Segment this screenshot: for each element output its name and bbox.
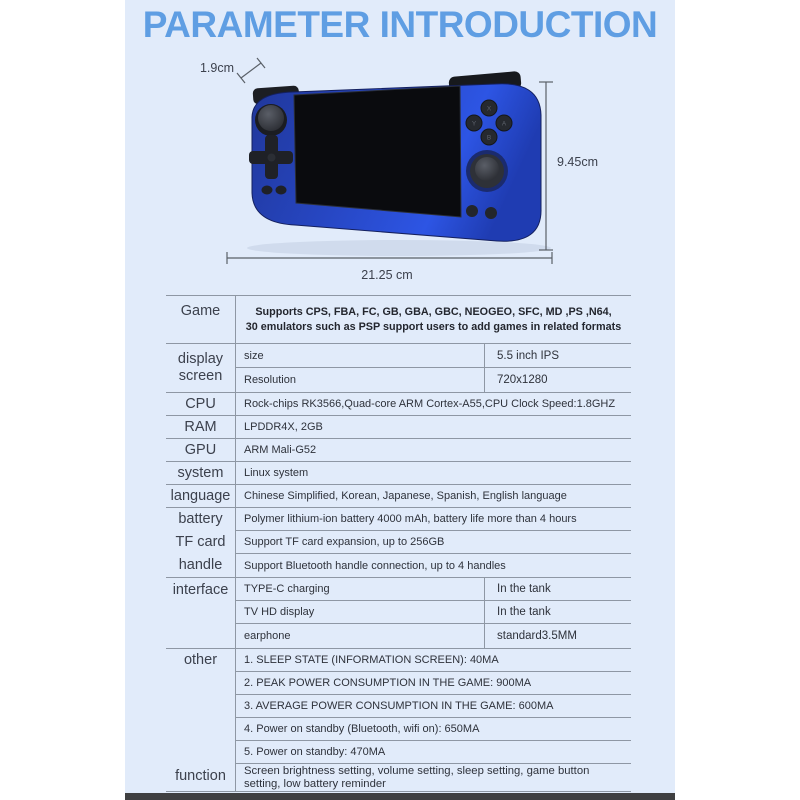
- page-title: PARAMETER INTRODUCTION: [142, 4, 658, 45]
- console-device: [247, 71, 551, 256]
- battery-row: [236, 508, 631, 531]
- spec-row-interface: [166, 578, 631, 649]
- spec-row-system: [166, 462, 631, 485]
- handle-value: Support Bluetooth handle connection, up to 4 handles: [244, 559, 506, 572]
- y-button-glyph: Y: [471, 120, 477, 128]
- gpu-label: GPU: [166, 439, 236, 461]
- ram-label: RAM: [166, 416, 236, 438]
- display-size-name: size: [244, 349, 264, 362]
- tf-card-label: TF card: [175, 534, 226, 550]
- gpu-value: ARM Mali-G52: [244, 444, 317, 456]
- function-value: Screen brightness setting, volume setting, sleep setting, game button setting, low battery reminder: [244, 765, 590, 790]
- console-figure: [125, 55, 675, 290]
- ram-value: LPDDR4X, 2GB: [244, 421, 323, 433]
- start-button: [276, 186, 287, 195]
- battery-label: battery: [178, 511, 223, 527]
- display-screen-label: display screen: [166, 344, 236, 392]
- other-item-5: 5. Power on standby: 470MA: [244, 746, 386, 758]
- bottom-strip: [125, 793, 675, 800]
- other-item-row: [236, 672, 631, 695]
- b-button-glyph: B: [486, 134, 492, 142]
- tf-card-value: Support TF card expansion, up to 256GB: [244, 536, 445, 548]
- spec-row-other-function: [166, 649, 631, 792]
- typec-row: [236, 578, 631, 601]
- menu-button: [485, 207, 497, 219]
- x-button-glyph: X: [486, 105, 492, 113]
- console-screen: [294, 86, 461, 217]
- tv-hd-name: TV HD display: [244, 606, 315, 618]
- spec-row-display-screen: [166, 344, 631, 393]
- game-value-line2: 30 emulators such as PSP support users to add games in related formats: [245, 320, 622, 333]
- width-dimension-label: 21.25 cm: [361, 268, 413, 282]
- other-label: other: [183, 652, 218, 668]
- cpu-label: CPU: [166, 393, 236, 415]
- other-item-row: [236, 649, 631, 672]
- home-button: [466, 205, 478, 217]
- function-label: function: [175, 768, 226, 784]
- console-shadow: [247, 240, 551, 256]
- display-resolution-name: Resolution: [244, 374, 296, 386]
- spec-row-battery-tfcard-handle: [166, 508, 631, 578]
- cpu-value: Rock-chips RK3566,Quad-core ARM Cortex-A55,CPU Clock Speed:1.8GHZ: [244, 398, 616, 410]
- spec-row-cpu: [166, 393, 631, 416]
- other-item-row: [236, 718, 631, 741]
- display-size-row: [236, 344, 631, 368]
- typec-name: TYPE-C charging: [244, 583, 330, 595]
- content-panel: [125, 0, 675, 800]
- console-illustration: [125, 55, 675, 290]
- earphone-value: standard3.5MM: [484, 624, 631, 648]
- other-item-2: 2. PEAK POWER CONSUMPTION IN THE GAME: 900MA: [244, 677, 532, 689]
- tv-hd-row: [236, 601, 631, 624]
- storage-labels: [166, 508, 236, 577]
- spec-row-game: [166, 296, 631, 344]
- left-joystick: [255, 104, 287, 136]
- game-label: Game: [166, 296, 236, 343]
- other-item-4: 4. Power on standby (Bluetooth, wifi on): 650MA: [244, 723, 480, 735]
- function-row: [236, 764, 631, 791]
- handle-label: handle: [178, 557, 223, 573]
- thickness-dimension-label: 1.9cm: [199, 61, 234, 75]
- earphone-name: earphone: [244, 630, 291, 642]
- spec-row-gpu: [166, 439, 631, 462]
- other-item-1: 1. SLEEP STATE (INFORMATION SCREEN): 40MA: [244, 654, 499, 666]
- typec-value: In the tank: [484, 578, 631, 600]
- interface-label: interface: [166, 578, 236, 648]
- game-value-line1: Supports CPS, FBA, FC, GB, GBA, GBC, NEOGEO, SFC, MD ,PS ,N64,: [255, 305, 612, 318]
- language-value: Chinese Simplified, Korean, Japanese, Spanish, English language: [244, 490, 567, 502]
- spec-table: [166, 295, 631, 792]
- thickness-dimension-line: [237, 58, 265, 83]
- display-resolution-value: 720x1280: [484, 368, 631, 392]
- system-label: system: [166, 462, 236, 484]
- right-joystick: [466, 150, 508, 192]
- tv-hd-value: In the tank: [484, 601, 631, 623]
- display-resolution-row: [236, 368, 631, 392]
- spec-row-ram: [166, 416, 631, 439]
- battery-value: Polymer lithium-ion battery 4000 mAh, battery life more than 4 hours: [244, 513, 577, 525]
- game-value: [236, 296, 631, 343]
- handle-row: [236, 554, 631, 577]
- spec-row-language: [166, 485, 631, 508]
- other-item-row: [236, 741, 631, 764]
- a-button-glyph: A: [501, 120, 507, 128]
- system-value: Linux system: [244, 467, 309, 479]
- other-function-labels: [166, 649, 236, 791]
- other-item-row: [236, 695, 631, 718]
- height-dimension-label: 9.45cm: [557, 155, 598, 169]
- earphone-row: [236, 624, 631, 648]
- language-label: language: [166, 485, 236, 507]
- display-size-value: 5.5 inch IPS: [484, 344, 631, 367]
- tf-card-row: [236, 531, 631, 554]
- other-item-3: 3. AVERAGE POWER CONSUMPTION IN THE GAME: 600MA: [244, 700, 554, 712]
- select-button: [262, 186, 273, 195]
